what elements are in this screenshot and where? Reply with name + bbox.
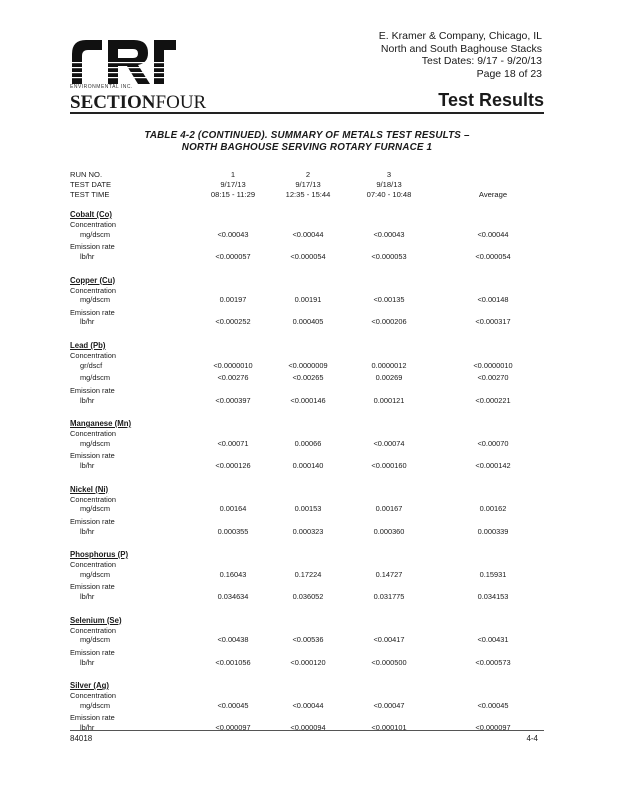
metal-name: Selenium (Se) xyxy=(70,615,122,625)
unit-label: mg/dscm xyxy=(80,438,110,448)
table-cell-value: <0.00148 xyxy=(477,295,509,305)
run-header-label: TEST TIME xyxy=(70,190,110,199)
logo-subtitle: ENVIRONMENTAL INC. xyxy=(70,84,133,90)
row-label: Concentration xyxy=(70,560,117,570)
metal-name: Cobalt (Co) xyxy=(70,210,113,219)
unit-label: lb/hr xyxy=(80,317,95,327)
row-label: Emission rate xyxy=(70,451,115,461)
run-header-label: TEST DATE xyxy=(70,180,112,189)
table-cell-value: <0.000054 xyxy=(475,251,511,261)
footer-project-number: 84018 xyxy=(70,734,93,743)
table-cell-value: <0.000252 xyxy=(215,317,251,327)
table-cell-value: 0.0000012 xyxy=(371,360,407,370)
run-number: 1 xyxy=(230,170,236,179)
run-number: 2 xyxy=(305,170,311,179)
metal-name: Copper (Cu) xyxy=(70,275,116,285)
table-cell-value: <0.00270 xyxy=(477,373,509,383)
unit-label: mg/dscm xyxy=(80,700,110,710)
header-rule xyxy=(70,112,544,114)
row-label: Emission rate xyxy=(70,516,115,526)
row-label: Concentration xyxy=(70,429,117,439)
section-label: SECTIONFOUR xyxy=(70,92,207,113)
table-cell-value: 0.16043 xyxy=(219,569,247,579)
table-cell-value: <0.00417 xyxy=(373,635,405,645)
table-cell-value: <0.00044 xyxy=(477,229,509,239)
table-cell-value: 0.000323 xyxy=(292,526,324,536)
table-cell-value: 0.00191 xyxy=(294,295,322,305)
table-cell-value: <0.00071 xyxy=(217,438,249,448)
table-cell-value: 0.00269 xyxy=(375,373,403,383)
table-cell-value: <0.000146 xyxy=(290,395,326,405)
table-cell-value: 0.00066 xyxy=(294,438,322,448)
run-time: 07:40 - 10:48 xyxy=(366,190,412,199)
unit-label: lb/hr xyxy=(80,251,95,261)
table-title-line1: TABLE 4-2 (CONTINUED). SUMMARY OF METALS TEST RESULTS – xyxy=(144,130,470,141)
table-cell-value: <0.000397 xyxy=(215,395,251,405)
unit-label: mg/dscm xyxy=(80,295,110,305)
table-cell-value: 0.000405 xyxy=(292,317,324,327)
table-cell-value: 0.034634 xyxy=(217,592,249,601)
row-label: Emission rate xyxy=(70,385,115,395)
table-cell-value: 0.00167 xyxy=(375,504,403,514)
table-cell-value: <0.000094 xyxy=(290,723,326,732)
header-line: Test Dates: 9/17 - 9/20/13 xyxy=(421,55,542,67)
metal-name: Phosphorus (P) xyxy=(70,550,129,560)
table-title-line2: NORTH BAGHOUSE SERVING ROTARY FURNACE 1 xyxy=(181,142,433,153)
footer-page-number: 4-4 xyxy=(526,734,538,743)
run-date: 9/17/13 xyxy=(295,180,321,189)
row-label: Concentration xyxy=(70,691,117,701)
table-cell-value: 0.15931 xyxy=(479,569,507,579)
header-line: North and South Baghouse Stacks xyxy=(380,42,542,55)
table-cell-value: <0.00070 xyxy=(477,438,509,448)
run-header-label: RUN NO. xyxy=(70,170,103,179)
run-date: 9/17/13 xyxy=(220,180,246,189)
row-label: Concentration xyxy=(70,351,117,361)
table-cell-value: 0.000355 xyxy=(217,526,249,536)
row-label: Emission rate xyxy=(70,307,115,317)
table-cell-value: <0.0000010 xyxy=(213,360,253,370)
table-cell-value: <0.000126 xyxy=(215,461,251,470)
table-cell-value: 0.17224 xyxy=(294,569,322,579)
table-cell-value: <0.000053 xyxy=(371,251,407,261)
unit-label: gr/dscf xyxy=(80,360,103,370)
row-label: Concentration xyxy=(70,220,117,230)
table-cell-value: <0.000101 xyxy=(371,723,407,732)
run-time: 12:35 - 15:44 xyxy=(285,190,331,199)
table-cell-value: <0.000097 xyxy=(475,723,511,732)
unit-label: lb/hr xyxy=(80,592,95,601)
table-cell-value: <0.000054 xyxy=(290,251,326,261)
row-label: Concentration xyxy=(70,285,117,295)
row-label: Emission rate xyxy=(70,647,115,657)
table-cell-value: <0.000500 xyxy=(371,657,407,667)
table-cell-value: <0.00431 xyxy=(477,635,509,645)
header-line: Page 18 of 23 xyxy=(476,67,542,80)
table-cell-value: <0.000097 xyxy=(215,723,251,732)
table-cell-value: <0.00074 xyxy=(373,438,405,448)
average-header: Average xyxy=(478,190,508,199)
table-cell-value: 0.00153 xyxy=(294,504,322,514)
table-cell-value: <0.00044 xyxy=(292,229,324,239)
table-cell-value: <0.000160 xyxy=(371,461,407,470)
table-cell-value: <0.00045 xyxy=(477,700,509,710)
unit-label: mg/dscm xyxy=(80,373,110,383)
row-label: Emission rate xyxy=(70,242,115,252)
metal-name: Manganese (Mn) xyxy=(70,419,132,429)
table-cell-value: <0.000573 xyxy=(475,657,511,667)
unit-label: lb/hr xyxy=(80,657,95,667)
unit-label: lb/hr xyxy=(80,461,95,470)
header-line: E. Kramer & Company, Chicago, IL xyxy=(378,30,542,42)
table-cell-value: <0.00047 xyxy=(373,700,405,710)
unit-label: mg/dscm xyxy=(80,229,110,239)
table-cell-value: <0.000317 xyxy=(475,317,511,327)
table-cell-value: <0.0000010 xyxy=(473,360,513,370)
table-cell-value: 0.034153 xyxy=(477,592,509,601)
table-cell-value: 0.00162 xyxy=(479,504,507,514)
table-cell-value: <0.00043 xyxy=(373,229,405,239)
row-label: Emission rate xyxy=(70,582,115,592)
table-cell-value: <0.00438 xyxy=(217,635,249,645)
table-cell-value: <0.00043 xyxy=(217,229,249,239)
footer-rule xyxy=(70,730,544,731)
table-cell-value: 0.000121 xyxy=(373,395,405,405)
table-cell-value: 0.000360 xyxy=(373,526,405,536)
unit-label: mg/dscm xyxy=(80,569,110,579)
urs-logo xyxy=(70,36,178,86)
table-cell-value: <0.00044 xyxy=(292,700,324,710)
table-cell-value: 0.036052 xyxy=(292,592,324,601)
report-header-info xyxy=(379,30,542,80)
table-cell-value: <0.00265 xyxy=(292,373,324,383)
unit-label: lb/hr xyxy=(80,526,95,536)
row-label: Concentration xyxy=(70,494,117,504)
table-cell-value: 0.00197 xyxy=(219,295,247,305)
table-cell-value: <0.00536 xyxy=(292,635,324,645)
table-cell-value: <0.00045 xyxy=(217,700,249,710)
metal-name: Silver (Ag) xyxy=(70,681,109,691)
table-cell-value: <0.000221 xyxy=(475,395,511,405)
run-date: 9/18/13 xyxy=(376,180,402,189)
unit-label: lb/hr xyxy=(80,395,95,405)
metal-name: Lead (Pb) xyxy=(70,341,106,350)
table-cell-value: <0.001056 xyxy=(215,657,251,667)
table-cell-value: <0.000206 xyxy=(371,317,407,327)
unit-label: lb/hr xyxy=(80,723,95,732)
table-cell-value: 0.031775 xyxy=(373,592,405,601)
row-label: Concentration xyxy=(70,625,117,635)
table-cell-value: 0.000140 xyxy=(292,461,324,470)
run-time: 08:15 - 11:29 xyxy=(210,190,256,199)
metal-name: Nickel (Ni) xyxy=(70,484,109,494)
table-cell-value: <0.000057 xyxy=(215,251,251,261)
run-number: 3 xyxy=(386,170,392,179)
unit-label: mg/dscm xyxy=(80,504,110,514)
row-label: Emission rate xyxy=(70,713,115,723)
section-title: Test Results xyxy=(438,90,544,110)
table-cell-value: <0.000142 xyxy=(475,461,511,470)
table-cell-value: <0.00276 xyxy=(217,373,249,383)
unit-label: mg/dscm xyxy=(80,635,110,645)
table-cell-value: 0.00164 xyxy=(219,504,247,514)
table-cell-value: 0.14727 xyxy=(375,569,403,579)
table-cell-value: <0.000120 xyxy=(290,657,326,667)
table-cell-value: <0.00135 xyxy=(373,295,405,305)
table-cell-value: 0.000339 xyxy=(477,526,509,536)
table-cell-value: <0.0000009 xyxy=(288,360,328,370)
